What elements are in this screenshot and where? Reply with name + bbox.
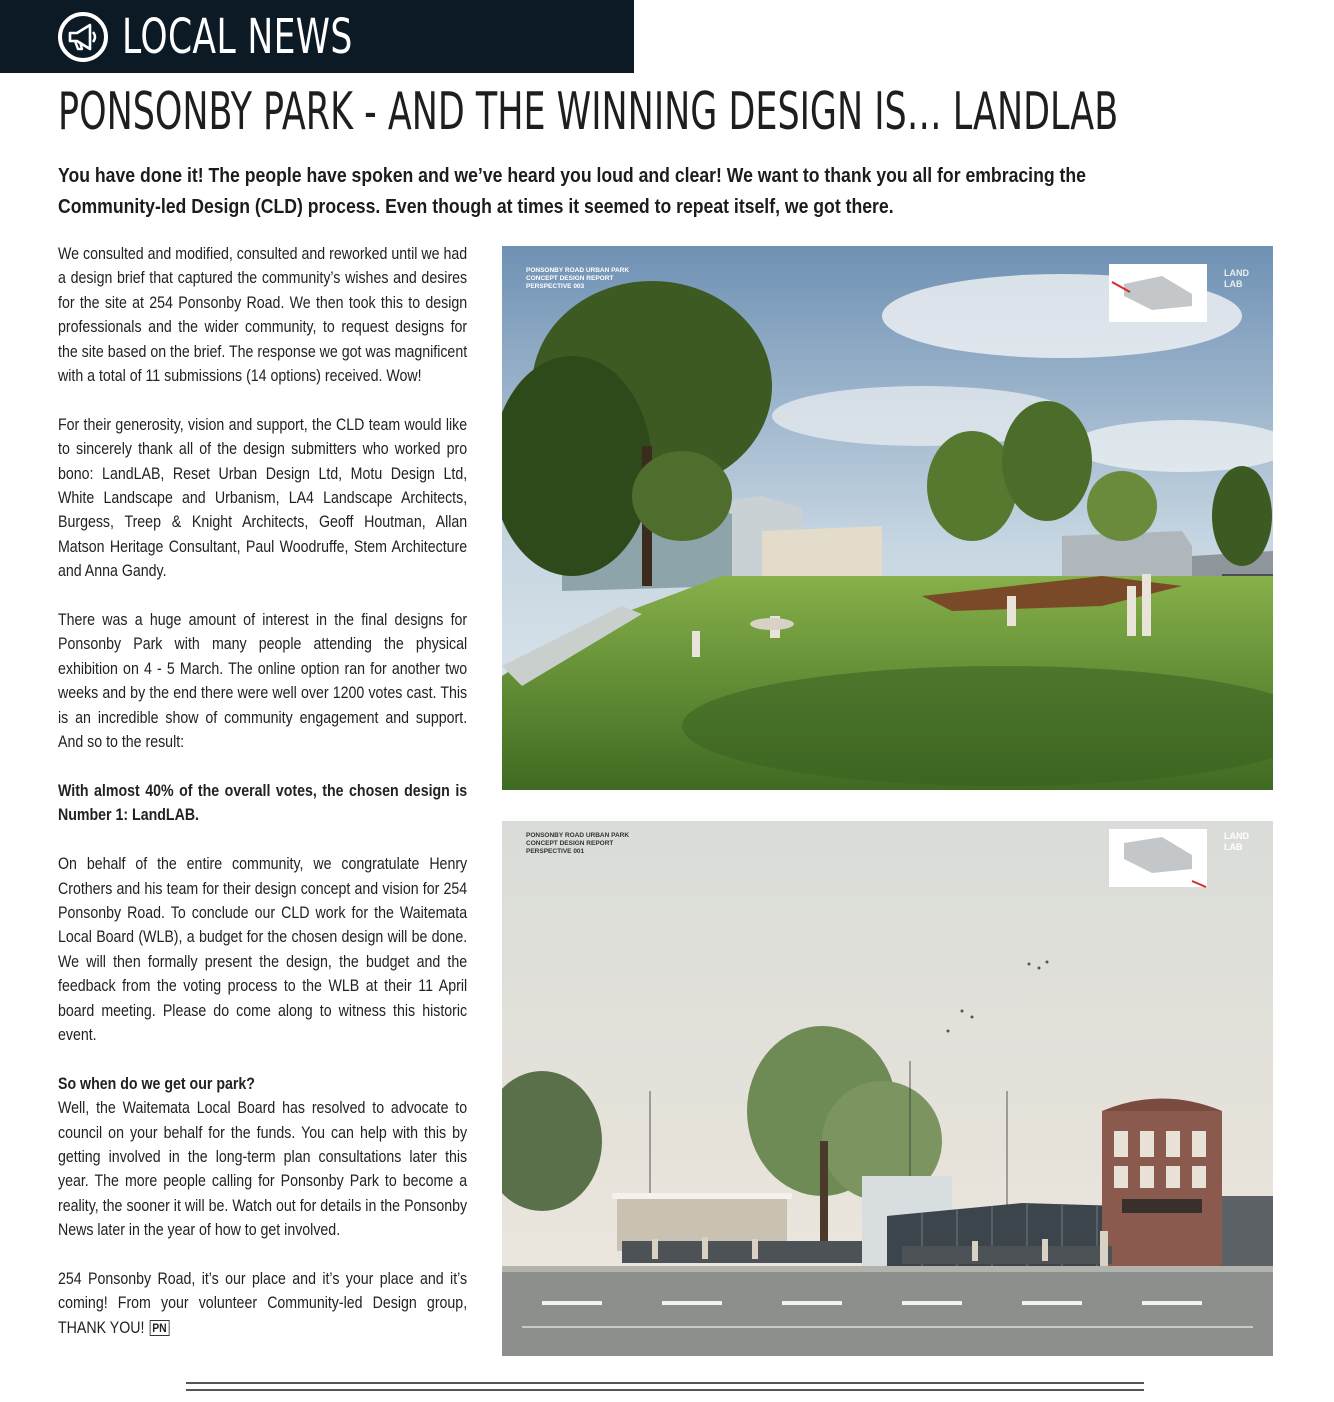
closing-text: 254 Ponsonby Road, it’s our place and it’s your place and it’s coming! From your volunteer Community-led Design group, THANK YOU!: [58, 1269, 468, 1337]
svg-text:PERSPECTIVE 001: PERSPECTIVE 001: [526, 848, 585, 855]
footer-divider: [186, 1389, 1144, 1391]
article-intro: You have done it! The people have spoken and we’ve heard you loud and clear! We want to thank you all for embracing the Community-led Design (CLD) process. Even though at times it seemed to repeat itself, we got there.: [58, 164, 1086, 218]
footer-divider: [186, 1382, 1144, 1384]
svg-text:PERSPECTIVE 003: PERSPECTIVE 003: [526, 283, 585, 290]
svg-text:PONSONBY ROAD URBAN PARK: PONSONBY ROAD URBAN PARK: [526, 832, 630, 839]
subheading: So when do we get our park?: [58, 1074, 255, 1093]
park-render-image-2: [502, 821, 1273, 1356]
pn-logo-badge: PN: [150, 1320, 170, 1336]
paragraph-group: [58, 1072, 467, 1243]
article-body: [58, 242, 467, 1365]
article-headline: PONSONBY PARK - AND THE WINNING DESIGN IS… LANDLAB: [58, 82, 1119, 142]
svg-text:CONCEPT DESIGN REPORT: CONCEPT DESIGN REPORT: [526, 840, 614, 847]
paragraph: We consulted and modified, consulted and reworked until we had a design brief that captured the community’s wishes and desires for the site at 254 Ponsonby Road. We then took this to design professionals and the wider community, to request designs for the site based on the brief. The response we got was magnificent with a total of 11 submissions (14 options) received. Wow!: [58, 245, 468, 386]
svg-text:LAND: LAND: [1224, 831, 1249, 841]
svg-text:PONSONBY ROAD URBAN PARK: PONSONBY ROAD URBAN PARK: [526, 267, 630, 274]
megaphone-icon: [58, 12, 108, 62]
paragraph: Well, the Waitemata Local Board has resolved to advocate to council on your behalf for the funds. You can help with this by getting involved in the long-term plan consultations later this year. The more people calling for Ponsonby Park to become a reality, the sooner it will be. Watch out for details in the Ponsonby News later in the year of how to get involved.: [58, 1099, 468, 1240]
section-label: LOCAL NEWS: [122, 8, 353, 65]
paragraph: There was a huge amount of interest in the final designs for Ponsonby Park with many people attending the physical exhibition on 4 - 5 March. The online option ran for another two weeks and by the end there were well over 1200 votes cast. This is an incredible show of community engagement and support. And so to the result:: [58, 611, 468, 752]
svg-text:LAND: LAND: [1224, 268, 1249, 278]
svg-text:LAB: LAB: [1224, 842, 1243, 852]
result-highlight: With almost 40% of the overall votes, the chosen design is Number 1: LandLAB.: [58, 781, 468, 825]
paragraph: For their generosity, vision and support, the CLD team would like to sincerely thank all of the design submitters who worked pro bono: LandLAB, Reset Urban Design Ltd, Motu Design Ltd, White Landscape and Urbanism, LA4 Landscape Architects, Burgess, Treep & Knight Architects, Geoff Houtman, Allan Matson Heritage Consultant, Paul Woodruffe, Stem Architecture and Anna Gandy.: [58, 415, 468, 581]
park-render-image-1: [502, 246, 1273, 790]
svg-text:LAB: LAB: [1224, 279, 1243, 289]
paragraph: [58, 1267, 467, 1340]
paragraph: On behalf of the entire community, we congratulate Henry Crothers and his team for their design concept and vision for 254 Ponsonby Road. To conclude our CLD work for the Waitemata Local Board (WLB), a budget for the chosen design will be done. We will then formally present the design, the budget and the feedback from the voting process to the WLB at their 11 April board meeting. Please do come along to witness this historic event.: [58, 855, 468, 1044]
section-header-bar: [0, 0, 634, 73]
svg-text:CONCEPT DESIGN REPORT: CONCEPT DESIGN REPORT: [526, 275, 614, 282]
